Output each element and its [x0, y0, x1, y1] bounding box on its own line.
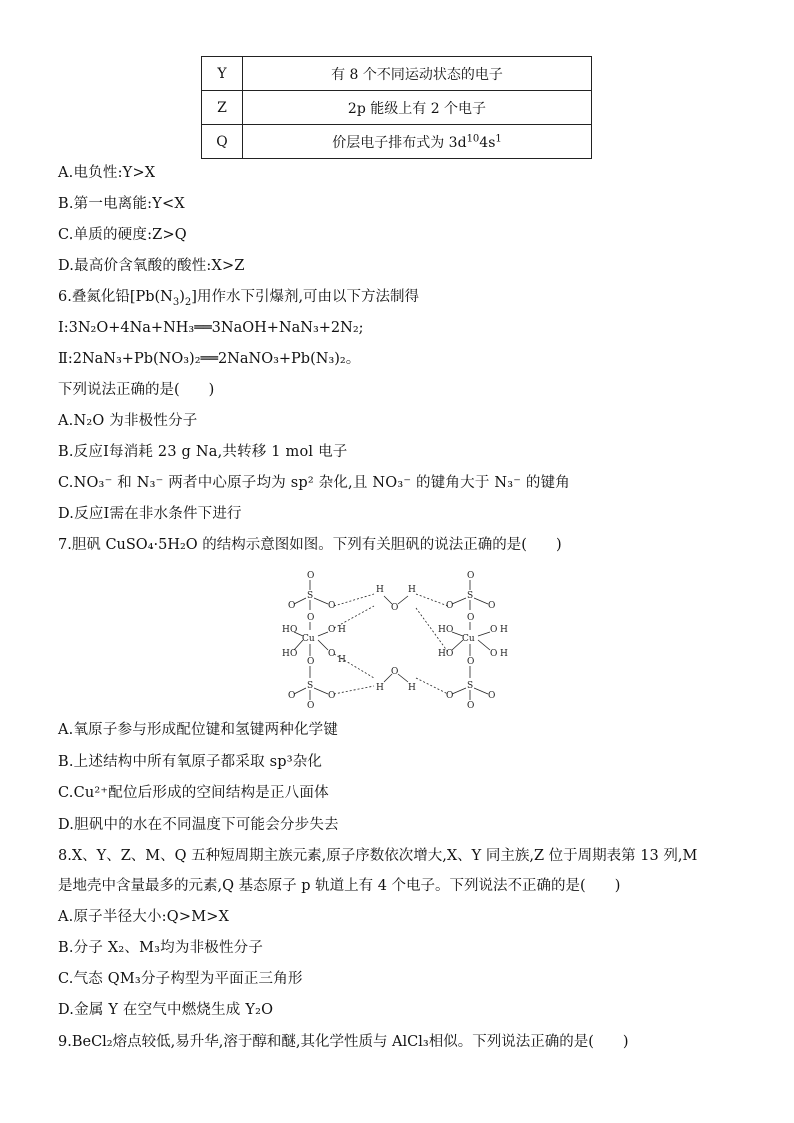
atom-h: H [500, 625, 508, 635]
atom-o: O [467, 571, 475, 581]
atom-cu: Cu [302, 634, 315, 644]
q8-stem-line-1: 8.X、Y、Z、M、Q 五种短周期主族元素,原子序数依次增大,X、Y 同主族,Z 位于周期表第 13 列,M [58, 848, 698, 864]
q6-stem-part: ) [179, 289, 185, 305]
q6-stem [58, 287, 419, 307]
element-table [201, 56, 592, 159]
q8-stem-line-2: 是地壳中含量最多的元素,Q 基态原子 p 轨道上有 4 个电子。下列说法不正确的是( ) [58, 878, 621, 894]
q7-option-b: B.上述结构中所有氧原子都采取 sp³杂化 [58, 754, 323, 770]
atom-h: H [282, 649, 290, 659]
atom-s: S [467, 591, 474, 601]
table-row [202, 57, 592, 91]
q8-option-c: C.气态 QM₃分子构型为平面正三角形 [58, 971, 303, 987]
config-sup: 1 [495, 132, 502, 144]
structure-svg [262, 566, 532, 712]
atom-o: O [328, 625, 336, 635]
atom-s: S [307, 681, 314, 691]
atom-o: O [490, 625, 498, 635]
table-cell-key: Q [202, 125, 243, 159]
atom-o: O [488, 601, 496, 611]
q7-stem: 7.胆矾 CuSO₄·5H₂O 的结构示意图如图。下列有关胆矾的说法正确的是( ) [58, 537, 562, 553]
atom-h: H [376, 585, 384, 595]
atom-o: O [446, 649, 454, 659]
q8-option-d: D.金属 Y 在空气中燃烧生成 Y₂O [58, 1002, 274, 1018]
q6-option-c: C.NO₃⁻ 和 N₃⁻ 两者中心原子均为 sp² 杂化,且 NO₃⁻ 的键角大于 N₃⁻ 的键角 [58, 475, 571, 491]
atom-o: O [391, 603, 399, 613]
table-row [202, 91, 592, 125]
table-cell-desc: 2p 能级上有 2 个电子 [243, 91, 592, 125]
q8-option-a: A.原子半径大小:Q>M>X [58, 909, 230, 925]
atom-o: O [307, 613, 315, 623]
q5-option-a: A.电负性:Y>X [58, 165, 156, 181]
q9-stem: 9.BeCl₂熔点较低,易升华,溶于醇和醚,其化学性质与 AlCl₃相似。下列说法正确的是( ) [58, 1034, 629, 1050]
q8-option-b: B.分子 X₂、M₃均为非极性分子 [58, 940, 264, 956]
atom-h: H [408, 683, 416, 693]
atom-h: H [500, 649, 508, 659]
atom-labels [282, 571, 508, 711]
atom-o: O [288, 691, 296, 701]
q5-option-b: B.第一电离能:Y<X [58, 196, 185, 212]
atom-o: O [490, 649, 498, 659]
config-mid: 4s [479, 134, 496, 151]
atom-h: H [408, 585, 416, 595]
atom-s: S [307, 591, 314, 601]
table-row [202, 125, 592, 159]
atom-o: O [307, 701, 315, 711]
q6-stem-part: ]用作水下引爆剂,可由以下方法制得 [191, 289, 420, 305]
q6-option-b: B.反应Ⅰ每消耗 23 g Na,共转移 1 mol 电子 [58, 444, 348, 460]
atom-o: O [307, 657, 315, 667]
atom-o: O [391, 667, 399, 677]
atom-o: O [328, 601, 336, 611]
q6-stem-sub: 2 [184, 296, 192, 308]
atom-o: O [307, 571, 315, 581]
atom-o: O [488, 691, 496, 701]
atom-h: H [438, 625, 446, 635]
table-cell-key: Z [202, 91, 243, 125]
cuso4-structure-diagram [262, 566, 532, 712]
q6-stem-part: 6.叠氮化铅[Pb(N [58, 289, 173, 305]
q6-option-d: D.反应Ⅰ需在非水条件下进行 [58, 506, 242, 522]
atom-cu: Cu [462, 634, 475, 644]
q5-option-d: D.最高价含氧酸的酸性:X>Z [58, 258, 245, 274]
atom-o: O [328, 691, 336, 701]
atom-o: O [467, 657, 475, 667]
q6-stem-sub: 3 [172, 296, 180, 308]
atom-h: H [438, 649, 446, 659]
atom-o: O [446, 601, 454, 611]
bond-lines [294, 580, 490, 700]
atom-o: O [290, 649, 298, 659]
q6-ask: 下列说法正确的是( ) [58, 382, 215, 398]
q7-option-d: D.胆矾中的水在不同温度下可能会分步失去 [58, 817, 339, 833]
q7-option-a: A.氧原子参与形成配位键和氢键两种化学键 [58, 722, 339, 738]
q6-reaction-1: Ⅰ:3N₂O+4Na+NH₃══3NaOH+NaN₃+2N₂; [58, 320, 364, 336]
table-cell-desc: 有 8 个不同运动状态的电子 [243, 57, 592, 91]
atom-h: H [376, 683, 384, 693]
q6-reaction-2: Ⅱ:2NaN₃+Pb(NO₃)₂══2NaNO₃+Pb(N₃)₂。 [58, 351, 361, 367]
q7-option-c: C.Cu²⁺配位后形成的空间结构是正八面体 [58, 785, 329, 801]
atom-o: O [446, 691, 454, 701]
atom-o: O [328, 649, 336, 659]
atom-s: S [467, 681, 474, 691]
atom-o: O [288, 601, 296, 611]
table-cell-desc [243, 125, 592, 159]
q6-option-a: A.N₂O 为非极性分子 [58, 413, 198, 429]
config-sup: 10 [466, 132, 480, 144]
config-text: 价层电子排布式为 3d [332, 134, 467, 151]
table-cell-key: Y [202, 57, 243, 91]
atom-o: O [467, 701, 475, 711]
atom-h: H [338, 625, 346, 635]
atom-o: O [467, 613, 475, 623]
q5-option-c: C.单质的硬度:Z>Q [58, 227, 187, 243]
atom-h: H [338, 655, 346, 665]
atom-h: H [282, 625, 290, 635]
atom-o: O [446, 625, 454, 635]
atom-o: O [290, 625, 298, 635]
